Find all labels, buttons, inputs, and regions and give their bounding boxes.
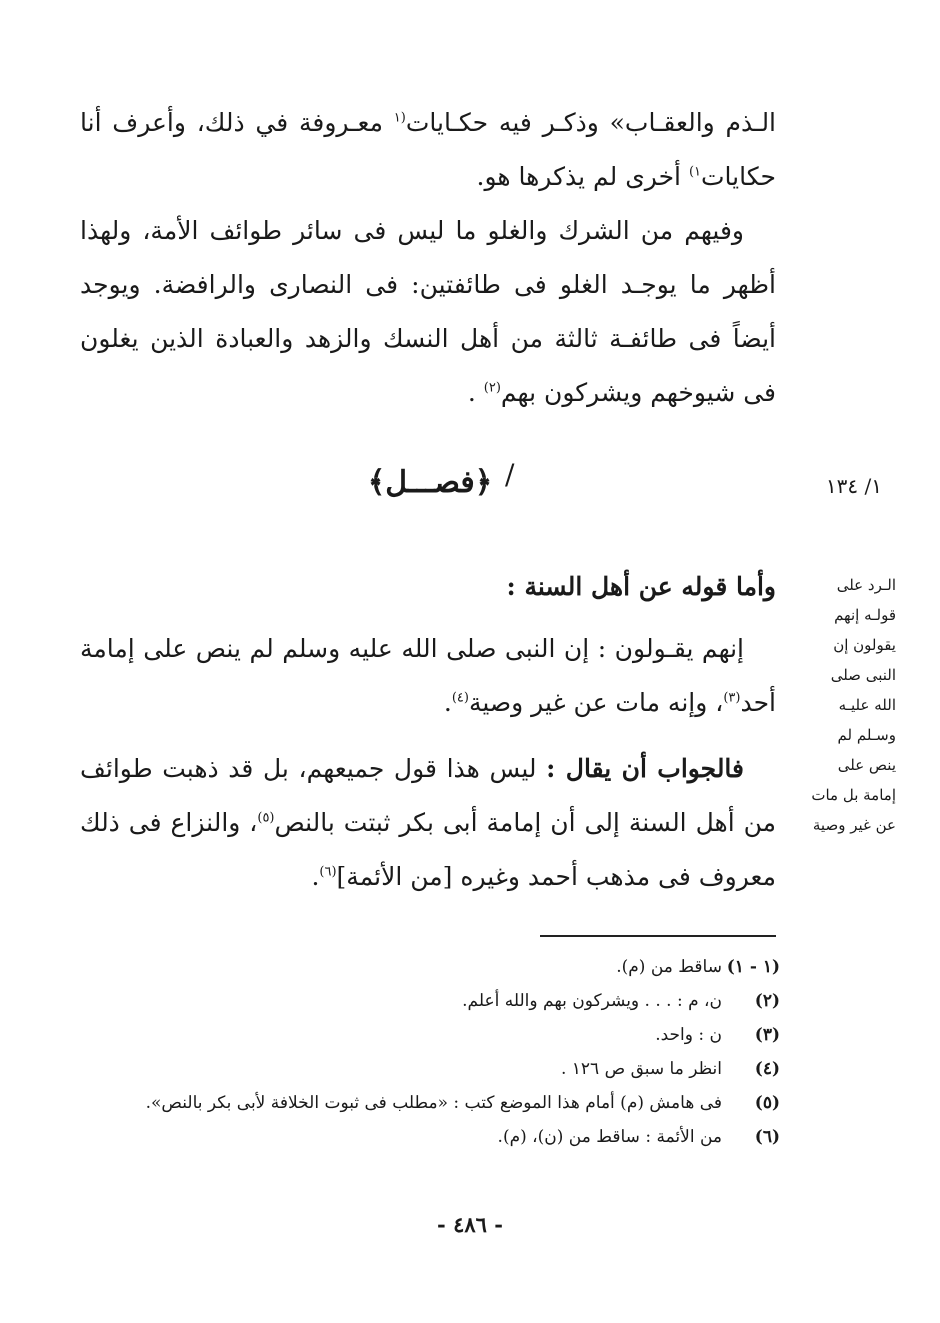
footnote-text: ساقط من (م). bbox=[616, 957, 722, 977]
text-span: ، والنزاع فى ذلك معروف فى مذهب أحمد وغيره [من الأئمة] bbox=[80, 808, 776, 891]
footnote-number: (١ - ١) bbox=[726, 957, 780, 977]
main-text-block bbox=[80, 560, 776, 904]
volume-page-reference: ١/ ١٣٤ bbox=[825, 474, 882, 498]
footnote-text: ن، م : . . . ويشركون بهم والله أعلم. bbox=[462, 991, 722, 1011]
paragraph-2 bbox=[80, 204, 776, 420]
footnote-text: من الأئمة : ساقط من (ن)، (م). bbox=[497, 1127, 722, 1147]
answer-lead: فالجواب أن يقال : bbox=[546, 754, 745, 783]
paragraph-1 bbox=[80, 96, 776, 204]
footnote-number: (٣) bbox=[754, 1025, 780, 1045]
footnote-item bbox=[100, 1086, 780, 1120]
text-span: أخرى لم يذكرها هو. bbox=[476, 162, 689, 191]
paragraph-3 bbox=[80, 622, 776, 730]
footnote-number: (٤) bbox=[754, 1059, 780, 1079]
footnote-number: (٥) bbox=[754, 1093, 780, 1113]
text-span: ليس هذا قول جميعهم، بل قد ذهبت طوائف من أهل السنة إلى أن إمامة أبى بكر ثبتت بالنص bbox=[80, 754, 777, 837]
text-span: معـروفة في ذلك، وأعرف أنا bbox=[80, 108, 394, 137]
section-slash: / bbox=[505, 458, 515, 491]
footnote-marker: ١) bbox=[688, 164, 701, 180]
footnote-item bbox=[100, 1052, 780, 1086]
page-number: - ٤٨٦ - bbox=[437, 1212, 503, 1237]
top-text-block bbox=[80, 96, 776, 420]
footnote-marker: (١ bbox=[393, 110, 406, 126]
text-span: حكايات bbox=[701, 162, 776, 191]
footnote-number: (٢) bbox=[754, 991, 780, 1011]
text-span: الـذم والعقـاب» وذكـر فيه حكـايات bbox=[405, 108, 777, 137]
footnote-text: ن : واحد. bbox=[655, 1025, 722, 1045]
footnote-item bbox=[100, 950, 780, 984]
footnote-marker: (٣) bbox=[723, 690, 741, 706]
footnote-item bbox=[100, 1018, 780, 1052]
paragraph-4 bbox=[80, 742, 776, 904]
footnote-marker: (٤) bbox=[451, 690, 469, 706]
text-span: . bbox=[467, 378, 484, 407]
footnote-marker: (٥) bbox=[257, 810, 275, 826]
margin-note: الـرد على قولـه إنهم يقولون إن النبى صلى الله عليـه وسـلم لم ينص على إمامة بل مات عن غير وصية bbox=[811, 576, 896, 834]
text-span: إنهم يقـولون : إن النبى صلى الله عليه وسلم لم ينص على إمامة أحد bbox=[80, 634, 776, 717]
footnote-text: فى هامش (م) أمام هذا الموضع كتب : «مطلب فى ثبوت الخلافة لأبى بكر بالنص». bbox=[145, 1093, 722, 1113]
text-span: وفيهم من الشرك والغلو ما ليس فى سائر طوائف الأمة، ولهذا أظهر ما يوجـد الغلو فى طائفتين: فى النصارى والرافضة. ويوجد أيضاً فى طائفـة ثالثة من أهل النسك والزهد والعبادة الذين يغلون فى شيوخهم ويشركون بهم bbox=[80, 216, 776, 407]
footnote-separator bbox=[540, 935, 776, 937]
footnote-text: انظر ما سبق ص ١٢٦ . bbox=[560, 1059, 722, 1079]
text-span: . bbox=[443, 688, 452, 717]
footnote-marker: (٢) bbox=[483, 380, 501, 396]
footnote-item bbox=[100, 1120, 780, 1154]
section-heading: ﴿فصـــل﴾ bbox=[367, 465, 493, 500]
text-span: . bbox=[311, 862, 320, 891]
footnotes bbox=[100, 950, 780, 1154]
text-span: ، وإنه مات عن غير وصية bbox=[468, 688, 724, 717]
main-heading: وأما قوله عن أهل السنة : bbox=[506, 572, 776, 601]
footnote-item bbox=[100, 984, 780, 1018]
footnote-number: (٦) bbox=[754, 1127, 780, 1147]
footnote-marker: (٦) bbox=[319, 864, 337, 880]
